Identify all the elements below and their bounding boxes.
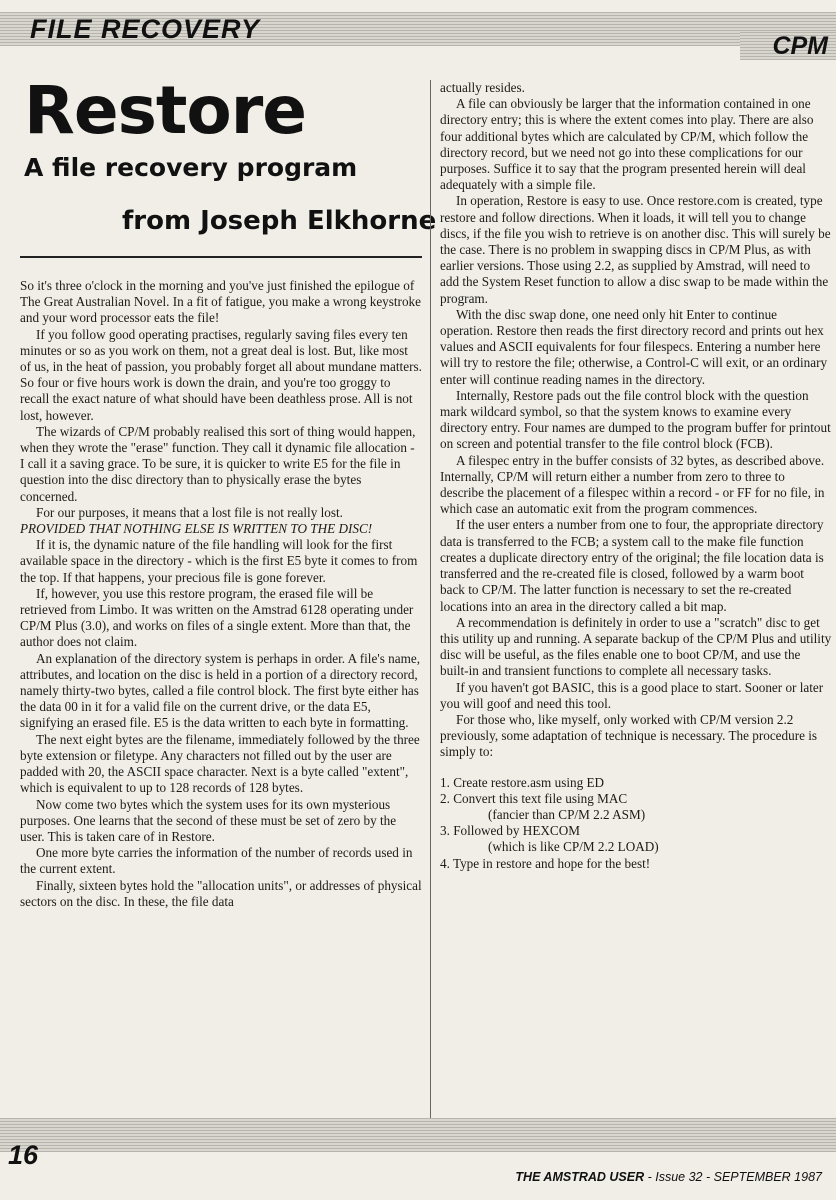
right-column bbox=[440, 80, 832, 872]
paragraph: The next eight bytes are the filename, immediately followed by the three byte extension or filetype. Any characters not filled out by the user are padded with 20, the ASCII space character. Next is a byte called "extent", which is equivalent to up to 128 records of 128 bytes. bbox=[20, 731, 420, 796]
footer-credit bbox=[515, 1170, 822, 1184]
list-item: 1. Create restore.asm using ED bbox=[440, 774, 605, 790]
paragraph: If you follow good operating practises, regularly saving files every ten minutes or so as you work on them, not a great deal is lost. But, like most of us, in the heat of passion, you probably forget all about mundane matters. So four or five hours work is down the drain, and you're too groggy to recall the exact nature of what should have been deathless prose. All is not lost, however. bbox=[20, 326, 422, 423]
left-column bbox=[20, 278, 422, 910]
paragraph: A recommendation is definitely in order to use a "scratch" disc to get this utility up and running. A separate backup of the CP/M Plus and utility disc will be useful, as the files enable one to boot CP/M, and use the built-in and transient functions to complete all necessary tasks. bbox=[440, 614, 832, 679]
paragraph: If you haven't got BASIC, this is a good place to start. Sooner or later you will goof and need this tool. bbox=[440, 679, 824, 711]
paragraph: A filespec entry in the buffer consists of 32 bytes, as described above. Internally, CP/M will return either a number from zero to three to describe the placement of a filespec within a record - or FF for no file, in which case an automatic exit from the program commences. bbox=[440, 452, 825, 517]
magazine-name: THE AMSTRAD USER bbox=[515, 1170, 645, 1184]
issue-info: - Issue 32 - SEPTEMBER 1987 bbox=[647, 1170, 822, 1184]
paragraph: For our purposes, it means that a lost file is not really lost. bbox=[36, 504, 343, 520]
list-item-note: (which is like CP/M 2.2 LOAD) bbox=[488, 839, 659, 855]
paragraph: A file can obviously be larger that the information contained in one directory entry; this is where the extent comes into play. There are also four additional bytes which are calculated by CP/M, which follow the directory record, but we need not go into these complications for our purposes. Suffice it to say that the program presented herein will deal adequately with a simple file. bbox=[440, 96, 814, 193]
section-label: FILE RECOVERY bbox=[30, 14, 261, 44]
list-item: 3. Followed by HEXCOM bbox=[440, 823, 580, 839]
column-divider bbox=[430, 80, 431, 1120]
paragraph: One more byte carries the information of the number of records used in the current extent. bbox=[20, 845, 413, 877]
paragraph: actually resides. bbox=[440, 80, 525, 95]
footer-band bbox=[0, 1118, 836, 1152]
paragraph: The wizards of CP/M probably realised this sort of thing would happen, when they wrote the "erase" function. They call it dynamic file allocation - I call it a saving grace. To be sure, it is quicker to write E5 for the file in question into the disc directory than to physically erase the bytes concerned. bbox=[20, 423, 416, 504]
paragraph: If, however, you use this restore program, the erased file will be retrieved from Limbo. It was written on the Amstrad 6128 operating under CP/M Plus (3.0), and works on files of a single extent. More than that, the author does not claim. bbox=[20, 585, 414, 650]
paragraph: If it is, the dynamic nature of the file handling will look for the first available space in the directory - which is the first E5 byte it comes to from the top. If that happens, your precious file is gone forever. bbox=[20, 537, 418, 585]
paragraph: For those who, like myself, only worked with CP/M version 2.2 previously, some adaptation of technique is necessary. The procedure is simply to: bbox=[440, 711, 818, 760]
article-byline: from Joseph Elkhorne bbox=[122, 206, 437, 236]
paragraph: An explanation of the directory system is perhaps in order. A file's name, attributes, and location on the disc is held in a portion of a directory record, namely thirty-two bytes, called a file control block. The first byte either has the data 00 in it for a valid file on the current drive, or the data E5, signifying an erased file. E5 is the data written to each byte in formatting. bbox=[20, 650, 420, 731]
byline-rule bbox=[20, 256, 422, 258]
list-item-note: (fancier than CP/M 2.2 ASM) bbox=[488, 806, 646, 822]
paragraph: In operation, Restore is easy to use. Once restore.com is created, type restore and follow directions. When it loads, it will tell you to change discs, if the file you wish to retrieve is on another disc. This will surely be the case. There is no problem in swapping discs in CP/M Plus, as with earlier versions. Those using 2.2, as supplied by Amstrad, will need to add the System Reset function to allow a disc swap to be made within the program. bbox=[440, 193, 831, 306]
warning-paragraph: PROVIDED THAT NOTHING ELSE IS WRITTEN TO THE DISC! bbox=[20, 521, 373, 537]
procedure-list bbox=[440, 775, 832, 872]
list-item: 4. Type in restore and hope for the best! bbox=[440, 855, 651, 871]
paragraph: Now come two bytes which the system uses for its own mysterious purposes. One learns that the second of these must be set of zero by the user. This is taken care of in Restore. bbox=[20, 796, 397, 844]
paragraph: So it's three o'clock in the morning and you've just finished the epilogue of The Great Australian Novel. In a fit of fatigue, you make a wrong keystroke and your word processor eats the file! bbox=[20, 278, 421, 326]
paragraph: Finally, sixteen bytes hold the "allocation units", or addresses of physical sectors on the disc. In these, the file data bbox=[20, 877, 422, 909]
article-title: Restore bbox=[24, 72, 307, 149]
paragraph: Internally, Restore pads out the file control block with the question mark wildcard symbol, so that the system knows to examine every directory entry. Four names are dumped to the program buffer for printout on screen and potential transfer to the file control block (FCB). bbox=[440, 387, 831, 452]
list-item: 2. Convert this text file using MAC bbox=[440, 790, 628, 806]
page-number: 16 bbox=[8, 1140, 39, 1170]
paragraph: If the user enters a number from one to four, the appropriate directory data is transferred to the FCB; a system call to the make file function creates a duplicate directory entry of the original; the file location data is transferred and the re-created file is closed, followed by a warm boot back to CP/M. The latter function is necessary to set the re-created locations into an area in the directory called a bit map. bbox=[440, 517, 824, 614]
paragraph: With the disc swap done, one need only hit Enter to continue operation. Restore then reads the first directory record and prints out hex values and ASCII equivalents for four filespecs. Entering a number here will try to restore the file; otherwise, a Control-C will exit, or an ordinary enter will continue reading names in the directory. bbox=[440, 306, 828, 387]
section-tag: CPM bbox=[772, 32, 828, 60]
article-subtitle: A file recovery program bbox=[24, 153, 358, 182]
